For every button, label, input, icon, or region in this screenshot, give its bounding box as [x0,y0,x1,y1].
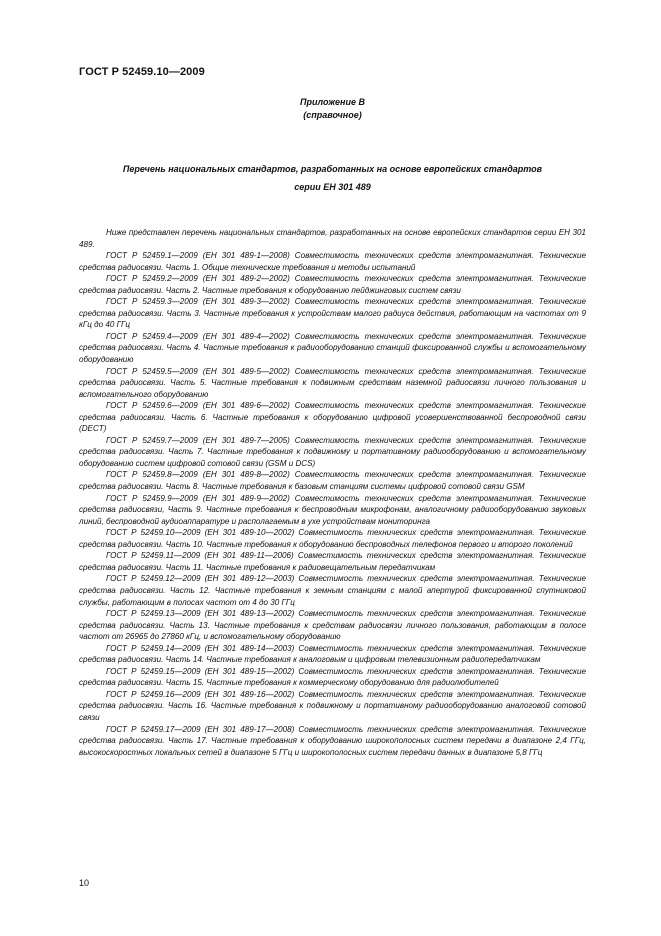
standard-entry: ГОСТ Р 52459.1—2009 (ЕН 301 489-1—2008) Совместимость технических средств электромагнитная. Технические средства радиосвязи. Часть 1. Общие технические требования и методы испытаний [79,251,586,272]
page-number: 10 [79,878,90,888]
standard-entry: ГОСТ Р 52459.9—2009 (ЕН 301 489-9—2002) Совместимость технических средств электромагнитная. Технические средства радиосвязи, Часть 9. Частные требования к беспроводным микрофонам, аналогичному радиооборудованию звуковых линий, беспроводной аудиоаппаратуре и располагаемым в ухе устройствам мониторинга [79,493,586,526]
standard-entry: ГОСТ Р 52459.17—2009 (ЕН 301 489-17—2008) Совместимость технических средств электромагнитная. Технические средства радиосвязи. Часть 17. Частные требования к оборудованию широкополосных систем передачи в диапазоне 2,4 ГГц, высокоскоростных локальных сетей в диапазоне 5 ГГц и широкополосных систем передачи данных в диапазоне 5,8 ГГц [79,724,586,757]
standards-list [79,227,586,758]
annex-subtitle: (справочное) [303,110,362,120]
document-header: ГОСТ Р 52459.10—2009 [79,66,205,78]
standard-entry: ГОСТ Р 52459.13—2009 (ЕН 301 489-13—2002) Совместимость технических средств электромагнитная. Технические средства радиосвязи. Часть 13. Частные требования к средствам радиосвязи личного пользования, работающим в полосе частот от 26965 до 27860 кГц, и вспомогательному оборудованию [79,609,586,642]
standard-entry: ГОСТ Р 52459.5—2009 (ЕН 301 489-5—2002) Совместимость технических средств электромагнитная. Технические средства радиосвязи. Часть 5. Частные требования к подвижным средствам наземной радиосвязи личного пользования и вспомогательного оборудованию [79,366,586,399]
standard-entry: ГОСТ Р 52459.3—2009 (ЕН 301 489-3—2002) Совместимость технических средств электромагнитная. Технические средства радиосвязи. Часть 3. Частные требования к устройствам малого радиуса действия, работающим на частотах от 9 кГц до 40 ГГц [79,297,586,330]
intro-paragraph: Ниже представлен перечень национальных стандартов, разработанных на основе европейских стандартов серии ЕН 301 489. [79,228,586,249]
list-title-line-1: Перечень национальных стандартов, разработанных на основе европейских стандартов [122,164,543,174]
standard-entry: ГОСТ Р 52459.14—2009 (ЕН 301 489-14—2003) Совместимость технических средств электромагнитная. Технические средства радиосвязи. Часть 14. Частные требования к аналоговым и цифровым телевизионным радиопередатчикам [79,643,586,665]
list-title [79,160,586,196]
standard-entry: ГОСТ Р 52459.10—2009 (ЕН 301 489-10—2002) Совместимость технических средств электромагнитная. Технические средства радиосвязи. Часть 10. Частные требования к оборудованию беспроводных телефонов первого и второго поколений [79,528,586,549]
standard-entry: ГОСТ Р 52459.2—2009 (ЕН 301 489-2—2002) Совместимость технических средств электромагнитная. Технические средства радиосвязи. Часть 2. Частные требования к оборудованию пейджинговых систем связи [79,274,586,295]
standard-entry: ГОСТ Р 52459.7—2009 (ЕН 301 489-7—2005) Совместимость технических средств электромагнитная. Технические средства радиосвязи. Часть 7. Частные требования к подвижному и портативному радиооборудованию и вспомогательному оборудованию систем цифровой сотовой связи (GSM и DCS) [79,435,586,468]
annex-title: Приложение В [300,97,365,107]
standard-entry: ГОСТ Р 52459.16—2009 (ЕН 301 489-16—2002) Совместимость технических средств электромагнитная. Технические средства радиосвязи. Часть 16. Частные требования к подвижному и портативному радиооборудованию аналоговой сотовой связи [79,689,586,722]
list-title-line-2: серии ЕН 301 489 [294,182,371,192]
standard-entry: ГОСТ Р 52459.6—2009 (ЕН 301 489-6—2002) Совместимость технических средств электромагнитная. Технические средства радиосвязи. Часть 6. Частные требования к оборудованию цифровой усовершенствованной беспроводной связи (DECT) [79,401,586,434]
standard-entry: ГОСТ Р 52459.8—2009 (ЕН 301 489-8—2002) Совместимость технических средств электромагнитная. Технические средства радиосвязи. Часть 8. Частные требования к базовым станциям системы цифровой сотовой связи GSM [79,470,586,492]
standard-entry: ГОСТ Р 52459.12—2009 (ЕН 301 489-12—2003) Совместимость технических средств электромагнитная. Технические средства радиосвязи. Часть 12. Частные требования к земным станциям с малой апертурой фиксированной спутниковой службы, работающим в полосах частот от 4 до 30 ГГц [79,574,586,607]
standard-entry: ГОСТ Р 52459.4—2009 (ЕН 301 489-4—2002) Совместимость технических средств электромагнитная. Технические средства радиосвязи. Часть 4. Частные требования к радиооборудованию станций фиксированной службы и вспомогательному оборудованию [79,331,586,365]
standard-entry: ГОСТ Р 52459.15—2009 (ЕН 301 489-15—2002) Совместимость технических средств электромагнитная. Технические средства радиосвязи. Часть 15. Частные требования к коммерческому оборудованию для радиолюбителей [79,666,586,688]
standard-entry: ГОСТ Р 52459.11—2009 (ЕН 301 489-11—2006) Совместимость технических средств электромагнитная. Технические средства радиосвязи. Часть 11. Частные требования к радиовещательным передатчикам [79,551,586,572]
